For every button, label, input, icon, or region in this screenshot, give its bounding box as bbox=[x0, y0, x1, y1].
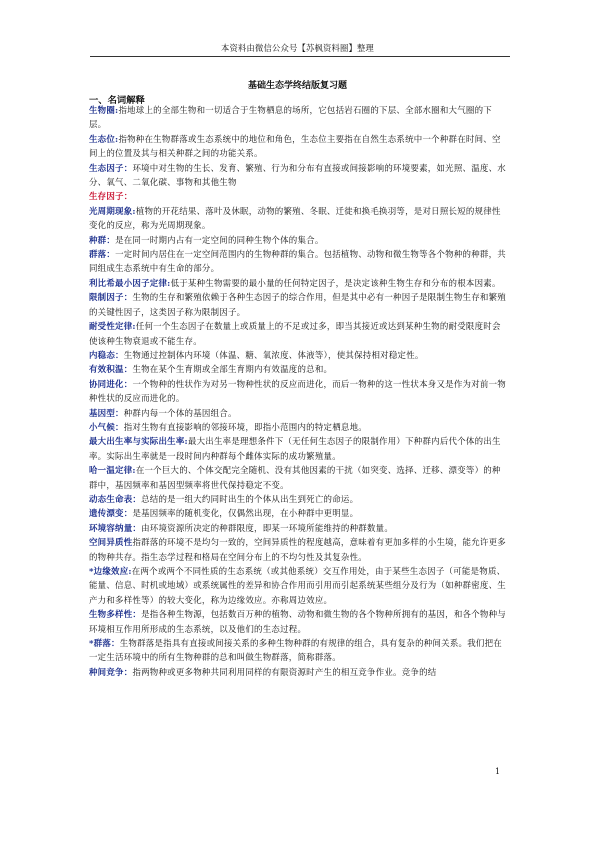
term-definition: 低于某种生物需要的最小量的任何特定因子，是决定该种生物生存和分布的根本因素。 bbox=[170, 277, 501, 288]
term-entry bbox=[89, 420, 509, 434]
term-label: 基因型： bbox=[89, 407, 124, 418]
term-definition: 一个物种的性状作为对另一物种性状的反应而进化，而后一物种的这一性状本身又是作为对前一物种性状的反应而进化的。 bbox=[89, 378, 506, 404]
term-entry bbox=[89, 348, 509, 362]
term-entry bbox=[89, 506, 509, 520]
term-label: 哈一温定律: bbox=[89, 465, 136, 476]
term-definition: 生物群落是指具有直接或间接关系的多种生物种群的有规律的组合，具有复杂的种间关系。我们把在一定生活环境中的所有生物种群的总和叫做生物群落，简称群落。 bbox=[89, 638, 502, 663]
term-label: 群落： bbox=[89, 249, 116, 260]
term-label: 小气候： bbox=[89, 421, 124, 432]
term-entry bbox=[89, 521, 509, 535]
term-entry bbox=[89, 132, 509, 161]
term-label: *群落： bbox=[89, 638, 120, 649]
term-definition: 在一个巨大的、个体交配完全随机、没有其他因素的干扰（如突变、选择、迁移、漂变等）的种群中，基因频率和基因型频率将世代保持稳定不变。 bbox=[89, 465, 501, 490]
term-label: 最大出生率与实际出生率: bbox=[89, 436, 188, 447]
term-definition: 在两个或两个不同性质的生态系统（或其他系统）交互作用处，由于某些生态因子（可能是物质、能量、信息、时机或地域）或系统属性的差异和协合作用而引用而引起系统某些组分及行为（如种群密度、生产力和多样性等）的较大变化，称为边缘效应。亦称周边效应。 bbox=[89, 566, 506, 605]
term-definition: 指物种在生物群落或生态系统中的地位和角色，生态位主要指在自然生态系统中一个种群在时间、空间上的位置及其与相关种群之间的功能关系。 bbox=[89, 133, 501, 159]
term-definition: 植物的开花结果、落叶及休眠，动物的繁殖、冬眠、迁徙和换毛换羽等，是对日照长短的规律性变化的反应，称为光周期现象。 bbox=[89, 205, 501, 231]
term-definition: 种群内每一个体的基因组合。 bbox=[123, 407, 237, 418]
term-label: 有效积温： bbox=[89, 364, 133, 375]
term-entry bbox=[89, 377, 509, 406]
term-label: 动态生命表： bbox=[89, 493, 142, 504]
term-definition: 任何一个生态因子在数量上或质量上的不足或过多，即当其接近或达到某种生物的耐受限度时会使该种生物衰退或不能生存。 bbox=[89, 321, 501, 346]
term-definition: 环境中对生物的生长、发育、繁殖、行为和分布有直接或间接影响的环境要素，如光照、温度、水分、氧气、二氧化碳、事物和其他生物 bbox=[89, 162, 506, 188]
term-entry bbox=[89, 564, 509, 607]
term-definition: 指群落的环境不是均匀一致的，空间异质性的程度越高，意味着有更加多样的小生境，能允许更多的物种共存。指生态学过程和格局在空间分布上的不均匀性及其复杂性。 bbox=[89, 537, 506, 562]
term-label: 环境容纳量： bbox=[89, 522, 142, 533]
term-label: 利比希最小因子定律: bbox=[89, 277, 171, 288]
term-entry bbox=[89, 636, 509, 665]
term-definition: 是基因频率的随机变化，仅偶然出现，在小种群中更明显。 bbox=[132, 508, 359, 519]
term-definition: 是在同一时期内占有一定空间的同种生物个体的集合。 bbox=[115, 234, 324, 245]
term-entry bbox=[89, 434, 509, 463]
term-entry bbox=[89, 665, 509, 679]
document-title: 基础生态学终结版复习题 bbox=[247, 81, 347, 91]
term-entry bbox=[89, 463, 509, 492]
term-entry bbox=[89, 607, 509, 636]
term-label: 种群： bbox=[89, 234, 116, 245]
term-entry bbox=[89, 276, 509, 290]
term-label: 空间异质性 bbox=[89, 537, 133, 548]
term-entry bbox=[89, 247, 509, 276]
term-label: 协同进化： bbox=[89, 378, 133, 389]
term-list bbox=[89, 103, 509, 679]
term-definition: 最大出生率是理想条件下（无任何生态因子的限制作用）下种群内后代个体的出生率。实际出生率就是一段时间内种群每个雌体实际的成功繁殖量。 bbox=[89, 436, 501, 461]
term-definition: 是指各种生物源，包括数百万种的植物、动物和微生物的各个物种所拥有的基因，和各个物种与环境相互作用所形成的生态系统，以及他们的生态过程。 bbox=[89, 609, 506, 634]
term-definition: 由环境资源所决定的种群限度，即某一环境所能维持的种群数量。 bbox=[141, 522, 394, 533]
term-label: 生态因子： bbox=[89, 162, 133, 173]
term-entry bbox=[89, 233, 509, 247]
term-label: 内稳态： bbox=[89, 349, 124, 360]
term-label: 限制因子： bbox=[89, 292, 133, 303]
term-entry bbox=[89, 189, 509, 203]
header-divider bbox=[90, 56, 510, 57]
term-entry bbox=[89, 406, 509, 420]
term-entry bbox=[89, 535, 509, 564]
term-definition: 生物的生存和繁殖依赖于各种生态因子的综合作用，但是其中必有一种因子是限制生物生存和繁殖的关键性因子，这类因子称为限制因子。 bbox=[89, 292, 506, 317]
term-definition: 生物通过控制体内环境（体温、糖、氧浓度、体液等），使其保持相对稳定性。 bbox=[123, 349, 424, 360]
term-label: 生物圈: bbox=[89, 105, 119, 115]
term-definition: 指两物种或更多物种共同利用同样的有限资源时产生的相互竞争作业。竞争的结 bbox=[132, 666, 437, 677]
term-label: 生存因子： bbox=[89, 191, 133, 202]
term-entry bbox=[89, 492, 509, 506]
page-number: 1 bbox=[495, 767, 501, 776]
term-label: 生态位: bbox=[89, 133, 119, 144]
term-entry bbox=[89, 362, 509, 376]
term-label: 种间竞争： bbox=[89, 666, 133, 677]
term-definition: 指地球上的全部生物和一切适合于生物栖息的场所，它包括岩石圈的下层、全部水圈和大气圈的下层。 bbox=[89, 105, 492, 130]
term-label: 生物多样性： bbox=[89, 609, 142, 620]
term-definition: 总结的是一组大约同时出生的个体从出生到死亡的命运。 bbox=[141, 493, 359, 504]
term-label: *边缘效应: bbox=[89, 566, 132, 576]
page-header: 本资料由微信公众号【苏枫资料圈】整理 bbox=[221, 43, 374, 53]
term-definition: 一定时间内居住在一定空间范围内的生物种群的集合。包括植物、动物和微生物等各个物种的种群，共同组成生态系统中有生命的部分。 bbox=[89, 249, 506, 274]
term-entry bbox=[89, 319, 509, 348]
term-label: 遗传漂变： bbox=[89, 508, 133, 519]
term-entry bbox=[89, 290, 509, 319]
term-entry bbox=[89, 161, 509, 190]
term-label: 耐受性定律: bbox=[89, 321, 136, 332]
term-entry bbox=[89, 204, 509, 233]
section-heading: 一、名词解释 bbox=[89, 95, 145, 106]
term-label: 光周期现象: bbox=[89, 205, 136, 216]
term-definition: 指对生物有直接影响的邻接环境，即指小范围内的特定栖息地。 bbox=[123, 421, 367, 432]
term-definition: 生物在某个生育期或全部生育期内有效温度的总和。 bbox=[132, 364, 333, 375]
term-entry bbox=[89, 103, 509, 132]
